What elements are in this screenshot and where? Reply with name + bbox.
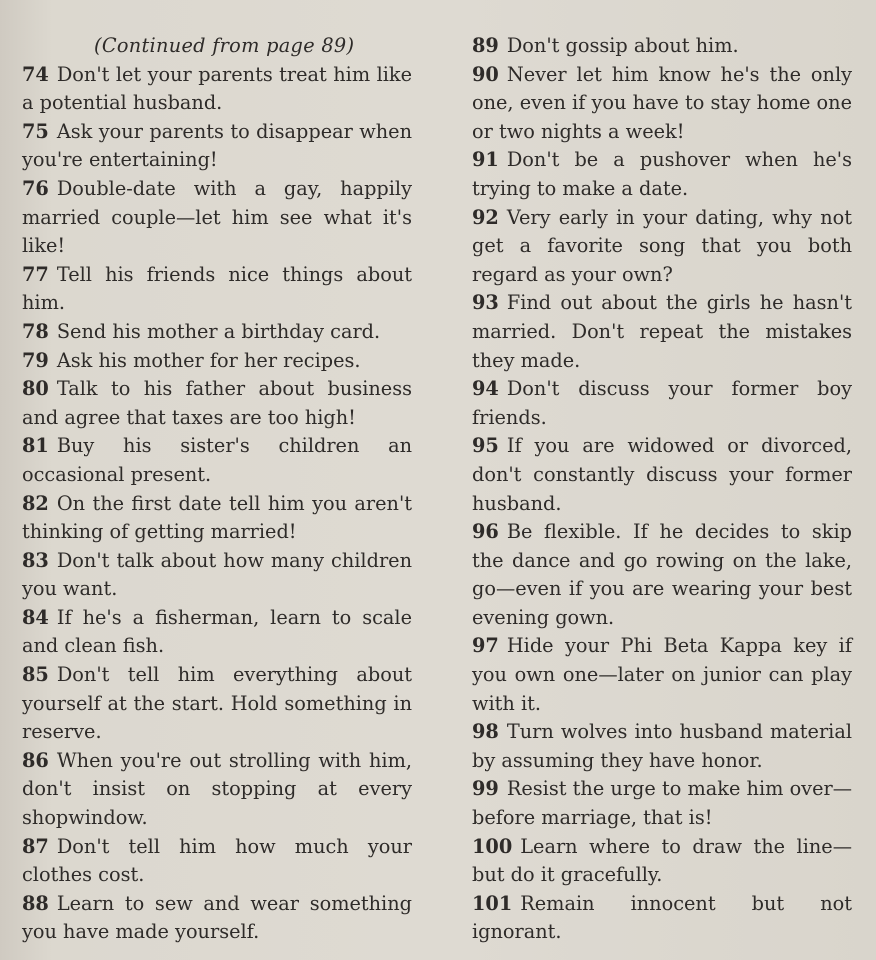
item-text: Don't discuss your former boy friends. bbox=[472, 377, 852, 429]
item-number: 100 bbox=[472, 834, 513, 858]
list-item bbox=[472, 432, 852, 518]
item-text: Don't tell him how much your clothes cost. bbox=[22, 834, 412, 887]
item-number: 92 bbox=[472, 205, 499, 229]
item-number: 85 bbox=[22, 663, 49, 687]
item-number: 82 bbox=[22, 491, 49, 515]
item-number: 74 bbox=[22, 62, 49, 86]
list-item bbox=[22, 661, 412, 747]
list-item bbox=[472, 833, 852, 890]
list-item bbox=[22, 175, 412, 261]
item-number: 83 bbox=[22, 548, 49, 572]
item-text: Don't let your parents treat him like a potential husband. bbox=[22, 62, 412, 115]
item-number: 78 bbox=[22, 319, 49, 343]
item-text: Don't tell him everything about yourself at the start. Hold something in reserve. bbox=[22, 663, 412, 744]
list-item bbox=[472, 775, 852, 832]
item-number: 87 bbox=[22, 834, 49, 858]
item-number: 84 bbox=[22, 605, 49, 629]
item-number: 90 bbox=[472, 62, 499, 86]
list-item bbox=[472, 61, 852, 147]
item-number: 86 bbox=[22, 748, 49, 772]
list-item bbox=[22, 833, 412, 890]
item-number: 93 bbox=[472, 291, 499, 315]
list-item bbox=[22, 61, 412, 118]
list-item bbox=[22, 432, 412, 489]
item-text: Ask his mother for her recipes. bbox=[56, 348, 361, 372]
item-text: Resist the urge to make him over—before marriage, that is! bbox=[472, 777, 852, 830]
list-item bbox=[472, 375, 852, 432]
item-text: Be flexible. If he decides to skip the dance and go rowing on the lake, go—even if you are wearing your best evening gown. bbox=[472, 520, 852, 629]
item-number: 88 bbox=[22, 891, 49, 915]
item-number: 96 bbox=[472, 520, 499, 544]
list-item bbox=[22, 547, 412, 604]
item-text: Don't talk about how many children you want. bbox=[22, 548, 412, 601]
left-column bbox=[22, 32, 412, 947]
item-text: Tell his friends nice things about him. bbox=[22, 262, 412, 315]
list-item bbox=[472, 518, 852, 632]
item-text: If he's a fisherman, learn to scale and clean fish. bbox=[22, 605, 412, 658]
item-number: 81 bbox=[22, 434, 49, 458]
item-text: Send his mother a birthday card. bbox=[56, 319, 381, 343]
list-item bbox=[472, 289, 852, 375]
item-number: 97 bbox=[472, 634, 499, 658]
item-number: 94 bbox=[472, 377, 499, 401]
continued-note: (Continued from page 89) bbox=[94, 34, 355, 57]
item-text: Double-date with a gay, happily married couple—let him see what it's like! bbox=[22, 176, 412, 258]
item-text: Buy his sister's children an occasional present. bbox=[22, 434, 412, 486]
list-item bbox=[22, 490, 412, 547]
item-number: 80 bbox=[22, 377, 49, 401]
item-number: 76 bbox=[22, 176, 49, 200]
item-number: 98 bbox=[472, 720, 499, 744]
right-column bbox=[472, 32, 852, 947]
item-text: Remain innocent but not ignorant. bbox=[472, 891, 852, 944]
item-text: Talk to his father about business and agree that taxes are too high! bbox=[22, 377, 412, 429]
list-item bbox=[472, 204, 852, 290]
item-number: 75 bbox=[22, 119, 49, 143]
item-text: Learn to sew and wear something you have made yourself. bbox=[22, 891, 412, 944]
list-item bbox=[472, 146, 852, 203]
item-number: 89 bbox=[472, 34, 499, 57]
item-text: Turn wolves into husband material by assuming they have honor. bbox=[472, 720, 852, 772]
list-item bbox=[22, 318, 412, 347]
list-item bbox=[22, 375, 412, 432]
item-text: Find out about the girls he hasn't married. Don't repeat the mistakes they made. bbox=[472, 291, 852, 372]
item-number: 77 bbox=[22, 262, 49, 286]
item-number: 99 bbox=[472, 777, 499, 801]
list-item bbox=[472, 890, 852, 947]
item-text: On the first date tell him you aren't thinking of getting married! bbox=[22, 491, 412, 544]
item-text: Don't be a pushover when he's trying to make a date. bbox=[472, 148, 852, 200]
item-text: Never let him know he's the only one, even if you have to stay home one or two nights a week! bbox=[472, 62, 852, 143]
item-text: If you are widowed or divorced, don't constantly discuss your former husband. bbox=[472, 434, 852, 515]
item-text: Very early in your dating, why not get a favorite song that you both regard as your own? bbox=[472, 205, 852, 286]
item-number: 91 bbox=[472, 148, 499, 172]
list-item bbox=[22, 890, 412, 947]
item-text: Learn where to draw the line—but do it gracefully. bbox=[472, 834, 852, 887]
item-text: Hide your Phi Beta Kappa key if you own one—later on junior can play with it. bbox=[472, 634, 852, 715]
list-item bbox=[22, 747, 412, 833]
list-item bbox=[472, 32, 852, 61]
item-text: Ask your parents to disappear when you're entertaining! bbox=[22, 119, 412, 172]
list-item bbox=[22, 347, 412, 376]
list-item bbox=[472, 632, 852, 718]
item-number: 101 bbox=[472, 891, 513, 915]
item-text: Don't gossip about him. bbox=[506, 34, 739, 57]
item-text: When you're out strolling with him, don't insist on stopping at every shopwindow. bbox=[22, 748, 412, 830]
list-item bbox=[22, 604, 412, 661]
list-item bbox=[472, 718, 852, 775]
list-item bbox=[22, 118, 412, 175]
item-number: 79 bbox=[22, 348, 49, 372]
item-number: 95 bbox=[472, 434, 499, 458]
list-item bbox=[22, 261, 412, 318]
